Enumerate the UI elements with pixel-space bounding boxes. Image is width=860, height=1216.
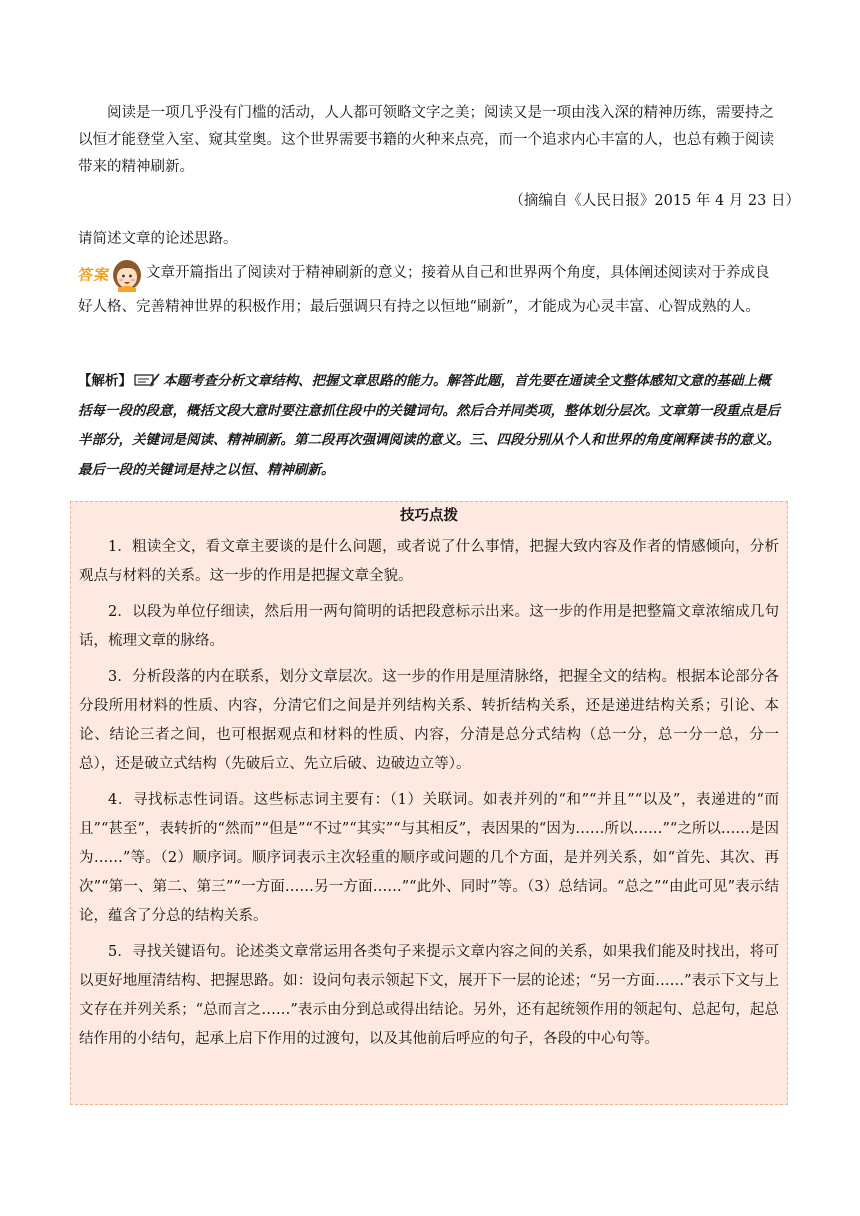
- source-citation: （摘编自《人民日报》2015 年 4 月 23 日）: [509, 193, 800, 209]
- tips-list: [79, 533, 779, 1061]
- answer-label: 答案: [76, 266, 112, 284]
- tips-box: [70, 501, 788, 1105]
- question-text: 请简述文章的论述思路。: [78, 231, 238, 247]
- passage-text: 阅读是一项几乎没有门槛的活动，人人都可领略文字之美；阅读又是一项由浅入深的精神历练，需要持之以恒才能登堂入室、窥其堂奥。这个世界需要书籍的火种来点亮，而一个追求内心丰富的人，也总有赖于阅读带来的精神刷新。: [78, 105, 774, 175]
- pen-icon: [134, 372, 160, 388]
- tips-title: 技巧点拨: [400, 508, 458, 524]
- cartoon-girl-icon: [110, 258, 144, 292]
- tip-item: 2．以段为单位仔细读，然后用一两句简明的话把段意标示出来。这一步的作用是把整篇文章浓缩成几句话，梳理文章的脉络。: [79, 604, 779, 649]
- tip-item: 1．粗读全文，看文章主要谈的是什么问题，或者说了什么事情，把握大致内容及作者的情感倾向，分析观点与材料的关系。这一步的作用是把握文章全貌。: [79, 539, 779, 584]
- passage-paragraph: [78, 100, 783, 181]
- tip-item: 4．寻找标志性词语。这些标志词主要有：（1）关联词。如表并列的“和”“并且”“以及”，表递进的“而且”“甚至”，表转折的“然而”“但是”“不过”“其实”“与其相反”，表因果的“因为……所以……”“之所以……是因为……”等。（2）顺序词。顺序词表示主次轻重的顺序或问题的几个方面，是并列关系，如“首先、其次、再次”“第一、第二、第三”“一方面……另一方面……”“此外、同时”等。（3）总结词。“总之”“由此可见”表示结论，蕴含了分总的结构关系。: [79, 792, 779, 924]
- analysis-label: 【解析】: [78, 373, 132, 389]
- tip-item: 3．分析段落的内在联系，划分文章层次。这一步的作用是厘清脉络，把握全文的结构。根据本论部分各分段所用材料的性质、内容，分清它们之间是并列结构关系、转折结构关系，还是递进结构关系；引论、本论、结论三者之间，也可根据观点和材料的性质、内容，分清是总分式结构（总一分，总一分一总，分一总），还是破立式结构（先破后立、先立后破、边破边立等）。: [79, 669, 779, 772]
- analysis-block: [78, 367, 783, 485]
- analysis-text: 本题考查分析文章结构、把握文章思路的能力。解答此题，首先要在通读全文整体感知文意的基础上概括每一段的段意，概括文段大意时要注意抓住段中的关键词句。然后合并同类项，整体划分层次。文章第一段重点是后半部分，关键词是阅读、精神刷新。第二段再次强调阅读的意义。三、四段分别从个人和世界的角度阐释读书的意义。最后一段的关键词是持之以恒、精神刷新。: [78, 373, 780, 478]
- tip-item: 5．寻找关键语句。论述类文章常运用各类句子来提示文章内容之间的关系，如果我们能及时找出，将可以更好地厘清结构、把握思路。如：设问句表示领起下文，展开下一层的论述；“另一方面……”表示下文与上文存在并列关系；“总而言之……”表示由分到总或得出结论。另外，还有起统领作用的领起句、总起句，起总结作用的小结句，起承上启下作用的过渡句，以及其他前后呼应的句子，各段的中心句等。: [79, 944, 779, 1047]
- answer-text: 文章开篇指出了阅读对于精神刷新的意义；接着从自己和世界两个角度，具体阐述阅读对于养成良好人格、完善精神世界的积极作用；最后强调只有持之以恒地“刷新”，才能成为心灵丰富、心智成熟的人。: [78, 265, 770, 315]
- answer-badge: [78, 258, 144, 292]
- answer-block: [78, 258, 783, 323]
